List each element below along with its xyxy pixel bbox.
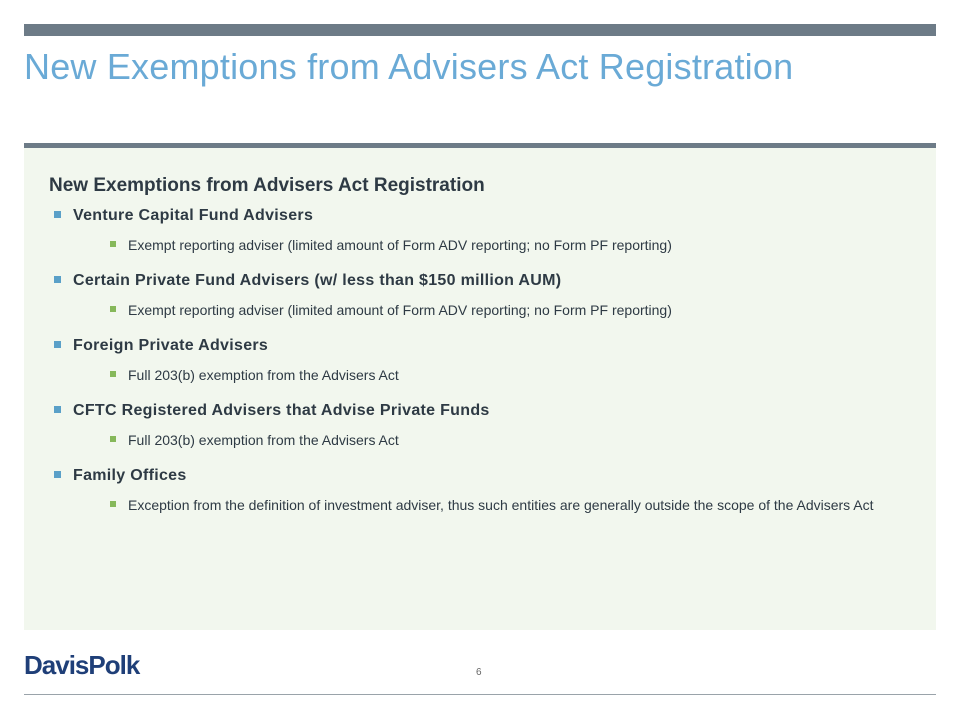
square-subbullet-icon (110, 306, 116, 312)
square-bullet-icon (54, 471, 61, 478)
square-bullet-icon (54, 211, 61, 218)
bullet-level2 (110, 365, 914, 386)
subbullet-text: Exception from the definition of investment adviser, thus such entities are generally outside the scope of the Advisers Act (128, 497, 874, 513)
square-subbullet-icon (110, 371, 116, 377)
bullet-level2 (110, 495, 914, 516)
square-bullet-icon (54, 406, 61, 413)
bottom-divider (24, 694, 936, 695)
bullet-level1 (54, 335, 914, 357)
slide-title: New Exemptions from Advisers Act Registration (24, 46, 794, 87)
bullet-item (54, 465, 914, 516)
davispolk-logo: DavisPolk (24, 650, 140, 680)
bullet-item (54, 205, 914, 256)
subbullet-text: Full 203(b) exemption from the Advisers Act (128, 432, 399, 448)
section-heading: New Exemptions from Advisers Act Registration (49, 175, 485, 196)
bullet-item (54, 270, 914, 321)
square-bullet-icon (54, 341, 61, 348)
bullet-level2 (110, 235, 914, 256)
bullet-item (54, 335, 914, 386)
bullet-level1 (54, 465, 914, 487)
page-number: 6 (476, 667, 482, 678)
bullet-item (54, 400, 914, 451)
bullet-label: Certain Private Fund Advisers (w/ less than $150 million AUM) (73, 272, 562, 289)
top-divider-bar (24, 24, 936, 36)
bullet-level1 (54, 400, 914, 422)
bullet-level1 (54, 270, 914, 292)
bullet-label: CFTC Registered Advisers that Advise Private Funds (73, 402, 490, 419)
square-subbullet-icon (110, 241, 116, 247)
bullet-level2 (110, 430, 914, 451)
bullet-label: Family Offices (73, 467, 187, 484)
subbullet-text: Exempt reporting adviser (limited amount of Form ADV reporting; no Form PF reporting) (128, 237, 672, 253)
bullet-label: Venture Capital Fund Advisers (73, 207, 314, 224)
bullet-level2 (110, 300, 914, 321)
subbullet-text: Exempt reporting adviser (limited amount of Form ADV reporting; no Form PF reporting) (128, 302, 672, 318)
bullet-level1 (54, 205, 914, 227)
square-subbullet-icon (110, 436, 116, 442)
square-bullet-icon (54, 276, 61, 283)
bullet-label: Foreign Private Advisers (73, 337, 269, 354)
content-panel (24, 143, 936, 630)
subbullet-text: Full 203(b) exemption from the Advisers Act (128, 367, 399, 383)
bullet-list (54, 205, 914, 516)
square-subbullet-icon (110, 501, 116, 507)
